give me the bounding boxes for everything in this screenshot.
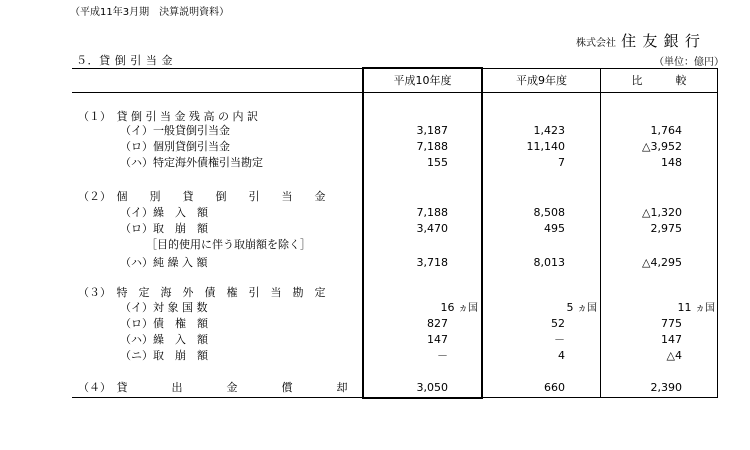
cell-fy9: 8,508 [533, 206, 565, 219]
cell-comparison-unit: ヵ国 [695, 303, 715, 314]
cell-fy10: 3,718 [416, 256, 448, 269]
cell-comparison: △4 [666, 349, 682, 362]
company-name [576, 30, 701, 51]
cell-fy9: 52 [551, 317, 565, 330]
section-title: ５．貸 倒 引 当 金 [76, 54, 174, 67]
cell-fy10: 7,188 [416, 206, 448, 219]
company-prefix: 株式会社 [576, 38, 616, 49]
cell-fy10: 7,188 [416, 140, 448, 153]
cell-comparison: 2,390 [650, 381, 682, 394]
cell-fy10: 827 [427, 317, 448, 330]
cell-fy10 [364, 301, 478, 315]
section-4-title: （４） 貸 出 金 償 却 [78, 381, 348, 394]
row-label: （ロ）個別貸倒引当金 [120, 140, 230, 153]
cell-comparison [601, 301, 715, 315]
row-label: （ロ）取 崩 額 [120, 222, 208, 235]
cell-fy10: 3,187 [416, 124, 448, 137]
row-label: （ロ）債 権 額 [120, 317, 208, 330]
table-right-edge [717, 68, 718, 398]
cell-comparison: 1,764 [650, 124, 682, 137]
cell-comparison: 148 [661, 156, 682, 169]
cell-comparison: △3,952 [642, 140, 682, 153]
cell-fy9: － [554, 333, 565, 346]
cell-fy10: 3,050 [416, 381, 448, 394]
row-label: （ニ）取 崩 額 [120, 349, 208, 362]
cell-fy9: 660 [544, 381, 565, 394]
cell-fy10: － [437, 349, 448, 362]
section-2-title: （２） 個 別 貸 倒 引 当 金 [78, 190, 326, 203]
cell-fy9: 495 [544, 222, 565, 235]
row-label: （ハ）繰 入 額 [120, 333, 208, 346]
cell-fy10: 3,470 [416, 222, 448, 235]
cell-fy10: 155 [427, 156, 448, 169]
cell-fy9: 7 [558, 156, 565, 169]
cell-fy10: 147 [427, 333, 448, 346]
cell-fy10-value: 16 [440, 301, 455, 314]
cell-fy9 [483, 301, 597, 315]
cell-fy9-value: 5 [566, 301, 574, 314]
row-label: （イ）一般貸倒引当金 [120, 124, 230, 137]
section-3-title: （３） 特 定 海 外 債 権 引 当 勘 定 [78, 286, 326, 299]
row-label: （イ）対 象 国 数 [120, 301, 208, 314]
section-1-title: （１） 貸 倒 引 当 金 残 高 の 内 訳 [78, 110, 258, 123]
cell-comparison: △4,295 [642, 256, 682, 269]
cell-comparison: 775 [661, 317, 682, 330]
unit-label: （単位：億円） [654, 57, 724, 68]
cell-fy9: 4 [558, 349, 565, 362]
cell-fy9: 11,140 [526, 140, 565, 153]
cell-fy10-unit: ヵ国 [458, 303, 478, 314]
row-note: ［目的使用に伴う取崩額を除く］ [146, 238, 311, 251]
cell-fy9-unit: ヵ国 [577, 303, 597, 314]
document-note: （平成11年3月期 決算説明資料） [70, 7, 230, 18]
row-label: （イ）繰 入 額 [120, 206, 208, 219]
cell-fy9: 8,013 [533, 256, 565, 269]
cell-comparison: 147 [661, 333, 682, 346]
column-header-comparison: 比 較 [631, 74, 687, 87]
column-header-fy10: 平成10年度 [393, 74, 452, 87]
company-name-main: 住 友 銀 行 [621, 32, 701, 50]
row-label: （ハ）特定海外債権引当勘定 [120, 156, 263, 169]
column-header-fy9: 平成9年度 [516, 74, 567, 87]
cell-comparison: △1,320 [642, 206, 682, 219]
cell-fy9: 1,423 [533, 124, 565, 137]
row-label: （ハ）純 繰 入 額 [120, 256, 208, 269]
cell-comparison-value: 11 [677, 301, 692, 314]
cell-comparison: 2,975 [650, 222, 682, 235]
